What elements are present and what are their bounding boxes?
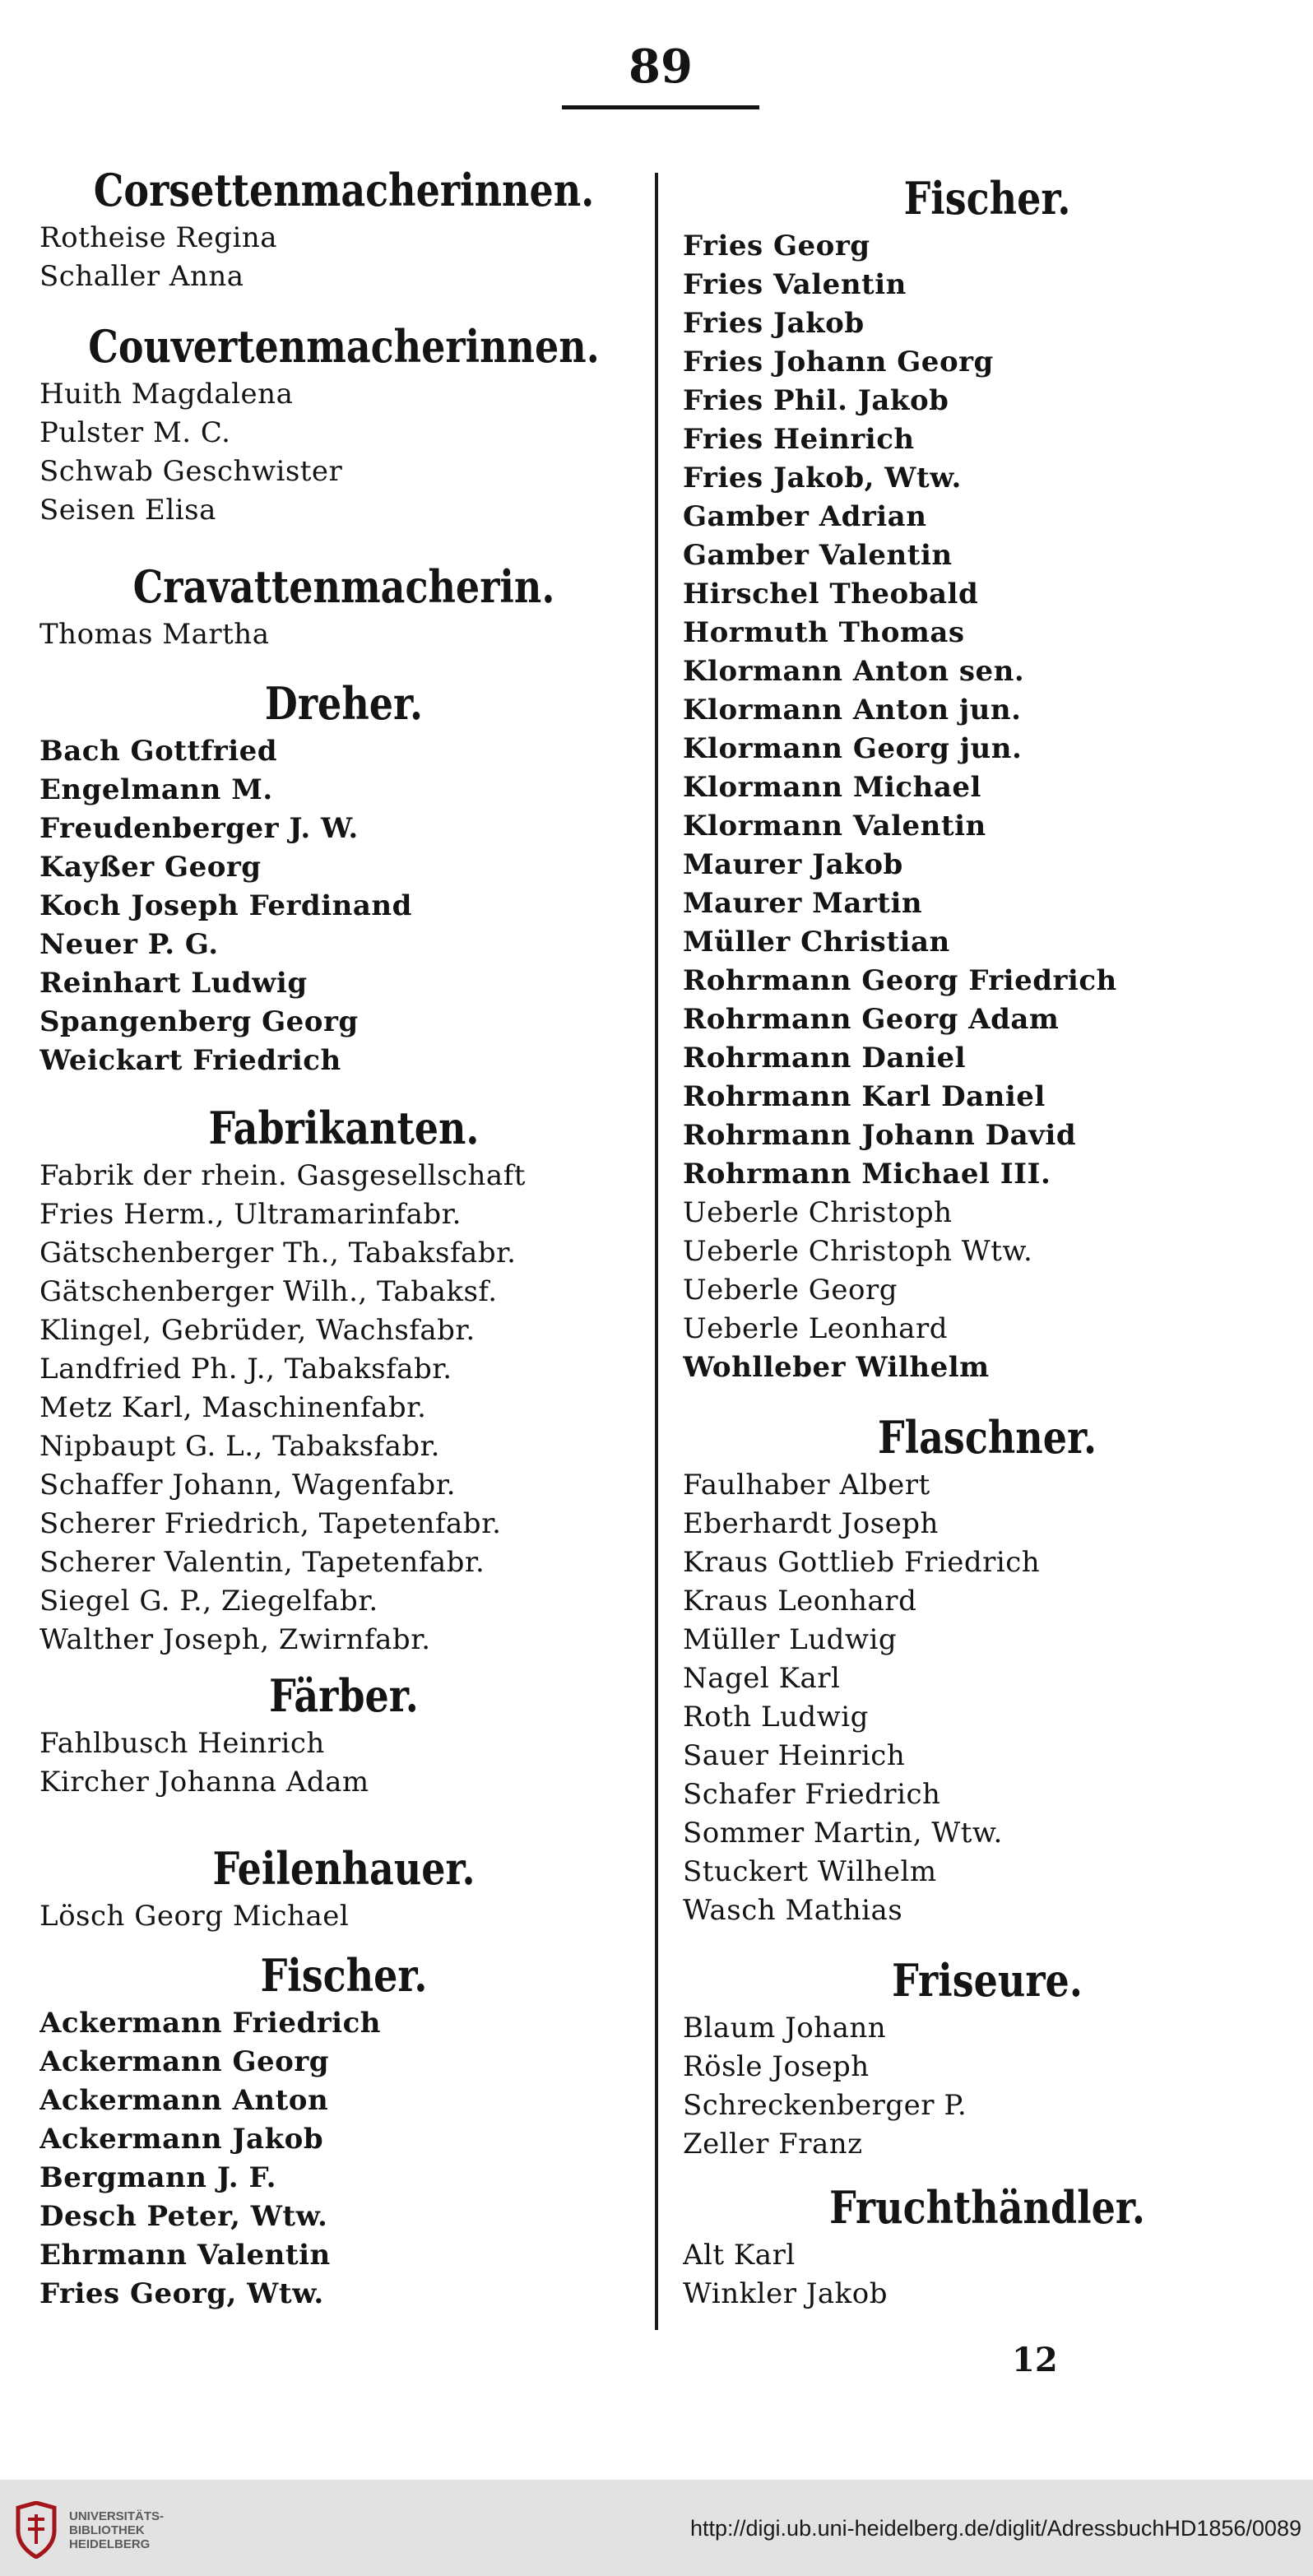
directory-entry: Fries Georg: [683, 230, 870, 262]
directory-entry: Klormann Valentin: [683, 810, 986, 842]
directory-entry: Walther Joseph, Zwirnfabr.: [39, 1623, 431, 1656]
directory-entry: Ackermann Friedrich: [39, 2007, 381, 2040]
directory-entry: Alt Karl: [683, 2239, 796, 2272]
directory-entry: Kraus Leonhard: [683, 1585, 917, 1618]
directory-entry: Kraus Gottlieb Friedrich: [683, 1546, 1041, 1579]
directory-entry: Fries Johann Georg: [683, 346, 994, 378]
section-heading: Corsettenmacherinnen.: [93, 164, 595, 216]
directory-entry: Ueberle Christoph Wtw.: [683, 1235, 1033, 1268]
entry-list: [683, 227, 1292, 1387]
directory-entry: Nagel Karl: [683, 1662, 841, 1695]
entry-list: [39, 732, 648, 1080]
section-heading: Fischer.: [903, 172, 1071, 225]
directory-entry: Fries Herm., Ultramarinfabr.: [39, 1198, 462, 1231]
directory-entry: Fries Phil. Jakob: [683, 384, 949, 417]
directory-entry: Scherer Friedrich, Tapetenfabr.: [39, 1507, 502, 1540]
directory-entry: Koch Joseph Ferdinand: [39, 889, 412, 922]
directory-entry: Weickart Friedrich: [39, 1044, 341, 1077]
section-heading: Dreher.: [264, 677, 424, 730]
section-corsettenmacherinnen: [39, 161, 648, 296]
directory-entry: Reinhart Ludwig: [39, 967, 308, 1000]
printer-signature: 12: [1012, 2341, 1058, 2379]
directory-entry: Müller Ludwig: [683, 1623, 898, 1656]
directory-entry: Fries Jakob: [683, 307, 865, 340]
section-heading: Fruchthändler.: [829, 2181, 1145, 2234]
directory-entry: Klormann Anton sen.: [683, 655, 1025, 688]
section-feilenhauer: [39, 1840, 648, 1936]
logo-line: UNIVERSITÄTS-: [69, 2509, 165, 2523]
directory-entry: Gamber Adrian: [683, 500, 927, 533]
directory-entry: Desch Peter, Wtw.: [39, 2200, 328, 2233]
directory-entry: Gätschenberger Wilh., Tabaksf.: [39, 1275, 498, 1308]
library-logo-text: [69, 2509, 164, 2551]
directory-entry: Rösle Joseph: [683, 2050, 870, 2083]
directory-entry: Hirschel Theobald: [683, 578, 979, 610]
directory-entry: Ueberle Leonhard: [683, 1312, 948, 1345]
directory-entry: Fries Georg, Wtw.: [39, 2277, 324, 2310]
directory-entry: Pulster M. C.: [39, 416, 231, 449]
directory-entry: Rohrmann Johann David: [683, 1119, 1077, 1152]
directory-entry: Ackermann Jakob: [39, 2123, 324, 2156]
directory-entry: Rohrmann Karl Daniel: [683, 1080, 1046, 1113]
section-cravattenmacherin: [39, 558, 648, 654]
directory-entry: Roth Ludwig: [683, 1701, 869, 1734]
directory-entry: Sommer Martin, Wtw.: [683, 1817, 1003, 1850]
directory-entry: Winkler Jakob: [683, 2277, 888, 2310]
directory-entry: Ackermann Georg: [39, 2045, 329, 2078]
directory-entry: Eberhardt Joseph: [683, 1507, 939, 1540]
directory-entry: Klormann Michael: [683, 771, 981, 804]
directory-entry: Schafer Friedrich: [683, 1778, 941, 1811]
section-heading: Couvertenmacherinnen.: [88, 320, 600, 373]
directory-entry: Gamber Valentin: [683, 539, 953, 572]
directory-entry: Ueberle Georg: [683, 1274, 898, 1307]
directory-entry: Lösch Georg Michael: [39, 1900, 350, 1933]
directory-entry: Blaum Johann: [683, 2012, 887, 2045]
section-heading: Friseure.: [892, 1954, 1083, 2007]
directory-entry: Klormann Anton jun.: [683, 694, 1022, 726]
directory-entry: Zeller Franz: [683, 2128, 863, 2161]
directory-entry: Ackermann Anton: [39, 2084, 329, 2117]
directory-entry: Ueberle Christoph: [683, 1196, 953, 1229]
directory-entry: Klormann Georg jun.: [683, 732, 1023, 765]
section-heading: Cravattenmacherin.: [132, 560, 555, 613]
directory-entry: Seisen Elisa: [39, 494, 216, 527]
directory-entry: Müller Christian: [683, 926, 950, 958]
entry-list: [39, 1157, 648, 1659]
directory-entry: Neuer P. G.: [39, 928, 219, 961]
section-fischer: [683, 169, 1292, 1387]
section-heading: Feilenhauer.: [212, 1842, 476, 1895]
entry-list: [39, 375, 648, 530]
section-friseure: [683, 1952, 1292, 2164]
logo-line: BIBLIOTHEK: [69, 2523, 145, 2537]
directory-entry: Rohrmann Daniel: [683, 1042, 967, 1074]
directory-entry: Huith Magdalena: [39, 378, 294, 411]
directory-entry: Fahlbusch Heinrich: [39, 1727, 325, 1760]
column-divider: [655, 173, 658, 2330]
section-flaschner: [683, 1409, 1292, 1930]
directory-entry: Hormuth Thomas: [683, 616, 965, 649]
directory-entry: Thomas Martha: [39, 618, 270, 651]
directory-entry: Gätschenberger Th., Tabaksfabr.: [39, 1237, 517, 1269]
entry-list: [39, 219, 648, 296]
directory-entry: Rohrmann Michael III.: [683, 1158, 1051, 1191]
directory-entry: Wohlleber Wilhelm: [683, 1351, 990, 1384]
section-fischer: [39, 1947, 648, 2314]
directory-entry: Scherer Valentin, Tapetenfabr.: [39, 1546, 485, 1579]
entry-list: [683, 2236, 1292, 2314]
directory-entry: Fries Jakob, Wtw.: [683, 462, 962, 494]
section-dreher: [39, 675, 648, 1080]
section-heading: Färber.: [269, 1669, 419, 1722]
entry-list: [39, 1724, 648, 1802]
directory-entry: Rohrmann Georg Adam: [683, 1003, 1060, 1036]
directory-entry: Stuckert Wilhelm: [683, 1855, 937, 1888]
directory-entry: Ehrmann Valentin: [39, 2239, 331, 2272]
university-seal-icon: [12, 2501, 61, 2559]
directory-entry: Engelmann M.: [39, 773, 273, 806]
directory-entry: Bach Gottfried: [39, 735, 278, 768]
entry-list: [39, 1897, 648, 1936]
directory-entry: Faulhaber Albert: [683, 1469, 930, 1502]
header-rule: [562, 105, 759, 109]
footer-bar: [0, 2480, 1313, 2576]
section-heading: Flaschner.: [877, 1411, 1097, 1464]
directory-entry: Kircher Johanna Adam: [39, 1766, 369, 1799]
directory-entry: Bergmann J. F.: [39, 2161, 277, 2194]
section-heading: Fischer.: [260, 1949, 428, 2002]
page-number: 89: [629, 39, 693, 94]
directory-entry: Siegel G. P., Ziegelfabr.: [39, 1585, 378, 1618]
directory-entry: Schaller Anna: [39, 260, 244, 293]
directory-entry: Maurer Jakob: [683, 848, 903, 881]
directory-entry: Spangenberg Georg: [39, 1005, 359, 1038]
entry-list: [683, 1466, 1292, 1930]
directory-entry: Fries Heinrich: [683, 423, 915, 456]
logo-line: HEIDELBERG: [69, 2537, 151, 2551]
directory-entry: Fries Valentin: [683, 268, 907, 301]
directory-entry: Maurer Martin: [683, 887, 923, 920]
entry-list: [683, 2009, 1292, 2164]
directory-entry: Landfried Ph. J., Tabaksfabr.: [39, 1353, 452, 1385]
directory-entry: Rohrmann Georg Friedrich: [683, 964, 1117, 997]
section-heading: Fabrikanten.: [208, 1102, 480, 1154]
directory-entry: Kayßer Georg: [39, 851, 262, 884]
directory-entry: Nipbaupt G. L., Tabaksfabr.: [39, 1430, 440, 1463]
directory-entry: Fabrik der rhein. Gasgesellschaft: [39, 1159, 526, 1192]
directory-entry: Wasch Mathias: [683, 1894, 903, 1927]
entry-list: [39, 2004, 648, 2314]
section-couvertenmacherinnen: [39, 318, 648, 530]
directory-entry: Schreckenberger P.: [683, 2089, 967, 2122]
section-fabrikanten: [39, 1099, 648, 1659]
source-url-link[interactable]: http://digi.ub.uni-heidelberg.de/diglit/AdressbuchHD1856/0089: [689, 2516, 1301, 2541]
directory-entry: Rotheise Regina: [39, 221, 278, 254]
directory-entry: Metz Karl, Maschinenfabr.: [39, 1391, 427, 1424]
section-fruchthaendler: [683, 2179, 1292, 2314]
directory-entry: Klingel, Gebrüder, Wachsfabr.: [39, 1314, 476, 1347]
section-faerber: [39, 1667, 648, 1802]
directory-entry: Sauer Heinrich: [683, 1739, 906, 1772]
directory-entry: Schaffer Johann, Wagenfabr.: [39, 1469, 457, 1502]
entry-list: [39, 615, 648, 654]
directory-entry: Schwab Geschwister: [39, 455, 343, 488]
directory-entry: Freudenberger J. W.: [39, 812, 359, 845]
